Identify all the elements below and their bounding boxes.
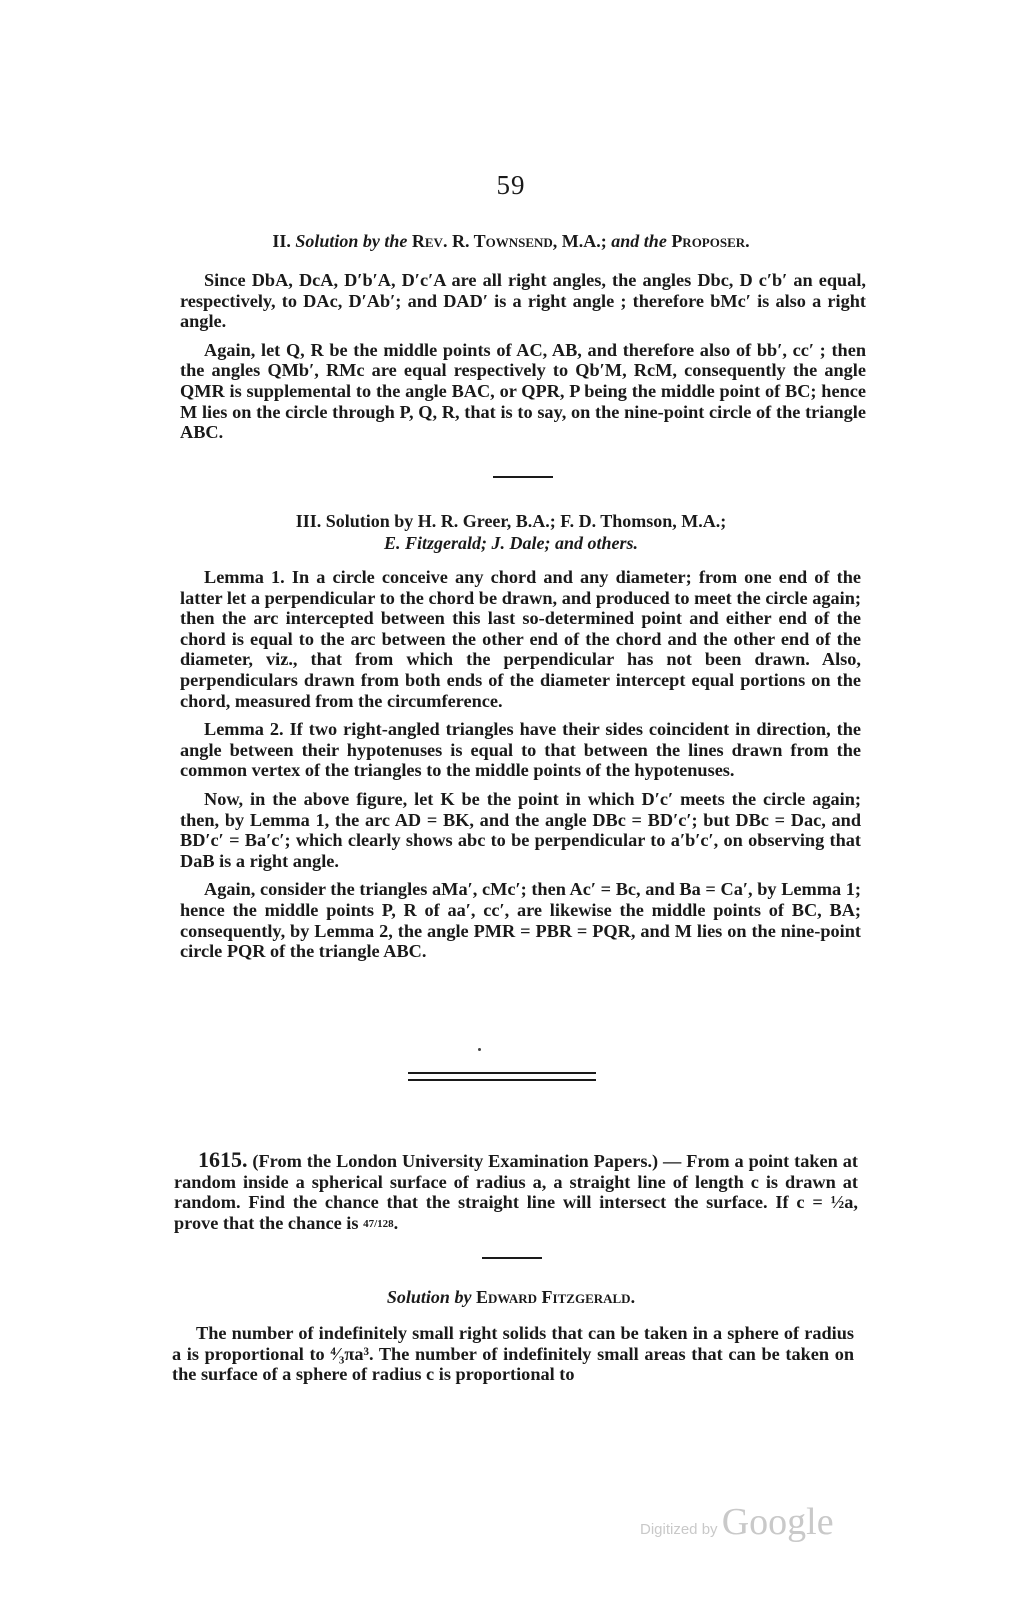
solution-iii-heading-line2: E. Fitzgerald; J. Dale; and others. <box>383 533 638 553</box>
chance-fraction: 47/128 <box>363 1217 394 1230</box>
fitzgerald-heading <box>0 1286 1022 1308</box>
question-mid: a, prove that the chance is <box>174 1192 858 1233</box>
half-fraction: ½ <box>830 1192 845 1213</box>
paragraph: Now, in the above figure, let K be the point in which D′c′ meets the circle again; then, by Lemma 1, the arc AD = BK, and the angle DBc = BD′c′; but DBc = Dac, and BD′c′ = Ba′c′; which clearly shows abc to be perpendicular to a′b′c′, on observing that DaB is a right angle. <box>180 788 861 871</box>
section-double-rule <box>408 1072 596 1081</box>
solution-ii-authors: Rev. R. Townsend, M.A.; <box>407 231 612 251</box>
solution-iii-body <box>180 567 861 970</box>
digitized-watermark <box>640 1500 834 1544</box>
solution-ii-number: II. <box>272 231 296 251</box>
solution-ii-and: and the <box>611 231 667 251</box>
paragraph: Again, let Q, R be the middle points of AC, AB, and therefore also of bb′, cc′ ; then the angles QMb′, RMc are equal respectively to Qb′M, RcM, consequently the angle QMR is supplemental to the angle BAC, or QPR, P being the middle point of BC; hence M lies on the circle through P, Q, R, that is to say, on the nine-point circle of the triangle ABC. <box>180 339 866 443</box>
solution-ii-lead: Solution by the <box>295 231 408 251</box>
ink-speck <box>478 1048 481 1051</box>
fitzgerald-lead: Solution by <box>386 1287 472 1307</box>
paragraph: Lemma 1. In a circle conceive any chord and any diameter; from one end of the latter let a perpendicular to the chord be drawn, and produced to meet the circle again; then the arc intercepted between this last so-determined point and either end of the chord is equal to the arc between the other end of the chord and the other end of the diameter, viz., that from which the perpendicular has not been drawn. Also, perpendiculars drawn from both ends of the diameter intercept equal portions on the chord, measured from the circumference. <box>180 567 861 711</box>
watermark-google: Google <box>721 1501 834 1543</box>
divider-rule <box>493 476 553 478</box>
page-number: 59 <box>496 170 526 200</box>
paragraph: Since DbA, DcA, D′b′A, D′c′A are all right angles, the angles Dbc, D c′b′ an equal, respectively, to DAc, D′Ab′; and DAD′ is a right angle ; therefore bMc′ is also a right angle. <box>180 270 866 332</box>
question-end: . <box>393 1212 399 1233</box>
fitzgerald-body <box>172 1323 854 1393</box>
paragraph: The number of indefinitely small right solids that can be taken in a sphere of radius a is proportional to ⁴⁄₃πa³. The number of indefinitely small areas that can be taken on the surface of a sphere of radius c is proportional to <box>172 1323 854 1385</box>
solution-ii-proposer: Proposer. <box>666 231 750 251</box>
question-number: 1615. <box>198 1147 248 1172</box>
divider-rule <box>482 1257 542 1259</box>
solution-iii-heading-line1: III. Solution by H. R. Greer, B.A.; F. D. Thomson, M.A.; <box>295 511 727 531</box>
question-text <box>174 1147 858 1234</box>
paragraph: Lemma 2. If two right-angled triangles have their sides coincident in direction, the angle between their hypotenuses is equal to that between the lines drawn from the common vertex of the triangles to the middle points of the hypotenuses. <box>180 719 861 781</box>
watermark-small: Digitized by <box>640 1521 722 1538</box>
solution-ii-body <box>180 270 866 451</box>
fitzgerald-author: Edward Fitzgerald. <box>471 1287 636 1307</box>
solution-ii-heading <box>0 230 1022 252</box>
paragraph: Again, consider the triangles aMa′, cMc′; then Ac′ = Bc, and Ba = Ca′, by Lemma 1; hence the middle points P, R of aa′, cc′, are likewise the middle points of BC, BA; consequently, by Lemma 2, the angle PMR = PBR = PQR, and M lies on the nine-point circle PQR of the triangle ABC. <box>180 879 861 962</box>
question-body: (From the London University Examination Papers.) — From a point taken at random inside a spherical surface of radius a, a straight line of length c is drawn at random. Find the chance that the straight line will intersect the surface. If c = <box>174 1151 858 1213</box>
question-1615 <box>174 1147 858 1242</box>
